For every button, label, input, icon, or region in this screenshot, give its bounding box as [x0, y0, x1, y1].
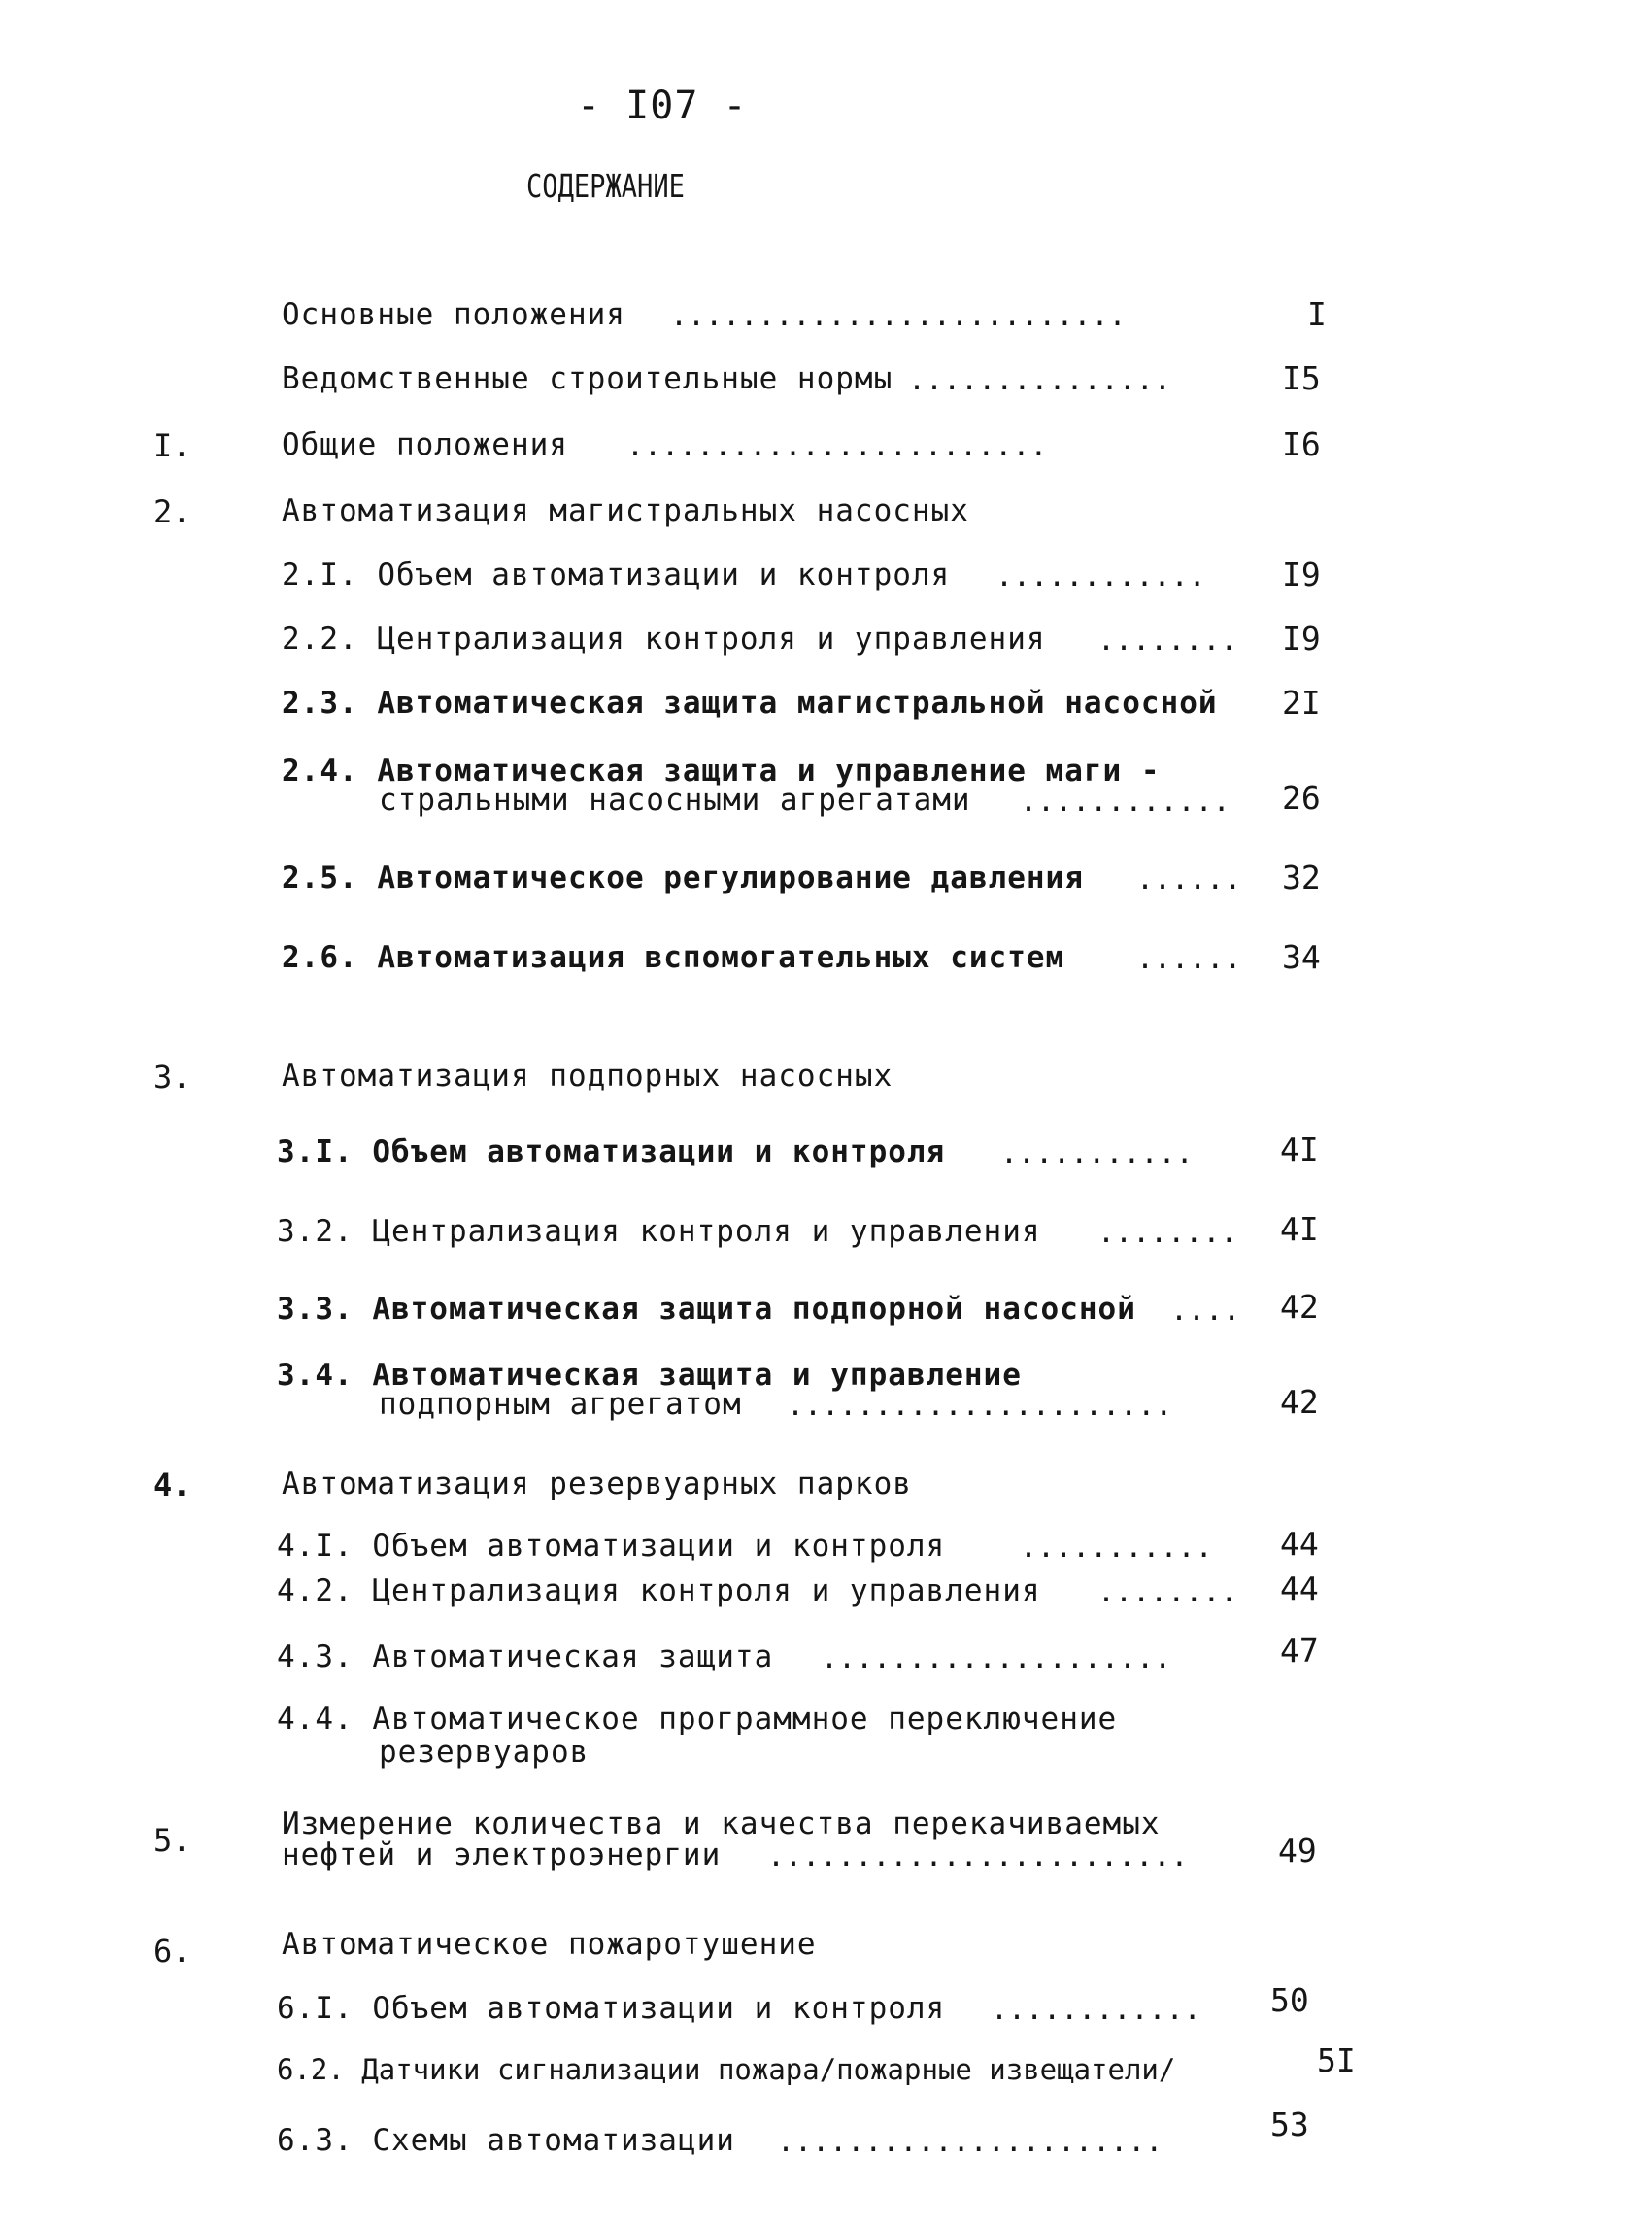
- toc-entry-text: Автоматизация резервуарных парков: [282, 1466, 912, 1501]
- toc-entry-text: 3.3. Автоматическая защита подпорной насосной: [277, 1292, 1136, 1327]
- toc-leader-dots: ....................: [821, 1641, 1172, 1675]
- toc-leader-dots: ........................: [626, 429, 1048, 463]
- toc-entry-text: резервуаров: [379, 1735, 590, 1769]
- toc-entry-text: Основные положения: [282, 297, 625, 332]
- toc-leader-dots: ...........: [1020, 1531, 1213, 1565]
- toc-page-number: 4I: [1280, 1210, 1319, 1248]
- toc-leader-dots: ............: [995, 559, 1206, 593]
- toc-page-number: I6: [1282, 425, 1321, 463]
- toc-section-number: 6.: [153, 1933, 191, 1970]
- toc-entry-text: 2.3. Автоматическая защита магистральной насосной: [282, 686, 1218, 721]
- toc-page-number: 26: [1282, 779, 1321, 817]
- toc-leader-dots: ......................: [777, 2125, 1163, 2159]
- toc-page-number: 5I: [1317, 2041, 1356, 2079]
- toc-leader-dots: ......................: [787, 1389, 1173, 1423]
- toc-page-number: 50: [1270, 1981, 1309, 2019]
- toc-entry-text: 6.2. Датчики сигнализации пожара/пожарные извещатели/: [277, 2053, 1176, 2086]
- toc-entry-text: подпорным агрегатом: [379, 1387, 742, 1422]
- toc-entry-text: 2.4. Автоматическая защита и управление маги -: [282, 754, 1161, 789]
- toc-page-number: 42: [1280, 1288, 1319, 1326]
- toc-entry-text: 4.4. Автоматическое программное переключение: [277, 1702, 1118, 1736]
- toc-page-number: 2I: [1282, 684, 1321, 722]
- toc-entry-text: 4.3. Автоматическая защита: [277, 1639, 774, 1674]
- toc-leader-dots: ............: [1020, 785, 1231, 819]
- toc-entry-text: 3.4. Автоматическая защита и управление: [277, 1358, 1022, 1393]
- toc-entry-text: Автоматизация магистральных насосных: [282, 493, 969, 528]
- toc-entry-text: 6.3. Схемы автоматизации: [277, 2123, 735, 2158]
- toc-page-number: 53: [1270, 2106, 1309, 2143]
- toc-entry-text: 2.2. Централизация контроля и управления: [282, 622, 1046, 657]
- toc-entry-text: Автоматическое пожаротушение: [282, 1927, 817, 1962]
- toc-page-number: 44: [1280, 1525, 1319, 1563]
- toc-entry-text: 3.I. Объем автоматизации и контроля: [277, 1134, 946, 1169]
- toc-leader-dots: ........: [1097, 623, 1238, 657]
- toc-page-number: 4I: [1280, 1130, 1319, 1168]
- toc-entry-text: Измерение количества и качества перекачиваемых: [282, 1806, 1161, 1841]
- toc-entry-text: Ведомственные строительные нормы: [282, 361, 893, 396]
- toc-entry-text: Автоматизация подпорных насосных: [282, 1059, 893, 1094]
- toc-entry-text: нефтей и электроэнергии: [282, 1837, 722, 1872]
- toc-leader-dots: ........: [1097, 1216, 1238, 1250]
- toc-page-number: 32: [1282, 859, 1321, 896]
- toc-leader-dots: ...............: [908, 363, 1171, 397]
- toc-entry-text: Общие положения: [282, 427, 568, 462]
- toc-entry-text: 4.I. Объем автоматизации и контроля: [277, 1529, 946, 1564]
- toc-page-number: 34: [1282, 938, 1321, 976]
- toc-page-number: I: [1307, 295, 1327, 333]
- toc-section-number: 4.: [153, 1466, 191, 1503]
- page-title: СОДЕРЖАНИЕ: [526, 167, 685, 205]
- toc-entry-text: 2.I. Объем автоматизации и контроля: [282, 557, 951, 592]
- toc-page-number: I5: [1282, 359, 1321, 397]
- toc-entry-text: 4.2. Централизация контроля и управления: [277, 1573, 1041, 1608]
- page-number: - I07 -: [577, 84, 748, 128]
- toc-leader-dots: ......: [1136, 942, 1242, 976]
- toc-section-number: I.: [153, 427, 191, 464]
- toc-entry-text: 2.6. Автоматизация вспомогательных систем: [282, 940, 1065, 975]
- toc-section-number: 5.: [153, 1822, 191, 1859]
- toc-leader-dots: ........: [1097, 1575, 1238, 1609]
- toc-entry-text: 2.5. Автоматическое регулирование давления: [282, 860, 1084, 895]
- toc-leader-dots: ............: [991, 1993, 1201, 2027]
- toc-page-number: 47: [1280, 1632, 1319, 1669]
- toc-page-number: 42: [1280, 1383, 1319, 1421]
- toc-leader-dots: ......: [1136, 862, 1242, 896]
- toc-page-number: I9: [1282, 620, 1321, 657]
- toc-entry-text: 6.I. Объем автоматизации и контроля: [277, 1991, 946, 2026]
- toc-page-number: I9: [1282, 556, 1321, 593]
- toc-leader-dots: ..........................: [670, 299, 1127, 333]
- toc-page-number: 49: [1278, 1832, 1317, 1870]
- toc-leader-dots: ...........: [1000, 1136, 1194, 1170]
- toc-section-number: 2.: [153, 493, 191, 530]
- toc-entry-text: 3.2. Централизация контроля и управления: [277, 1214, 1041, 1249]
- toc-leader-dots: ........................: [767, 1839, 1189, 1873]
- toc-section-number: 3.: [153, 1059, 191, 1095]
- toc-entry-text: стральными насосными агрегатами: [379, 783, 971, 818]
- toc-leader-dots: ....: [1170, 1294, 1241, 1328]
- toc-page-number: 44: [1280, 1569, 1319, 1607]
